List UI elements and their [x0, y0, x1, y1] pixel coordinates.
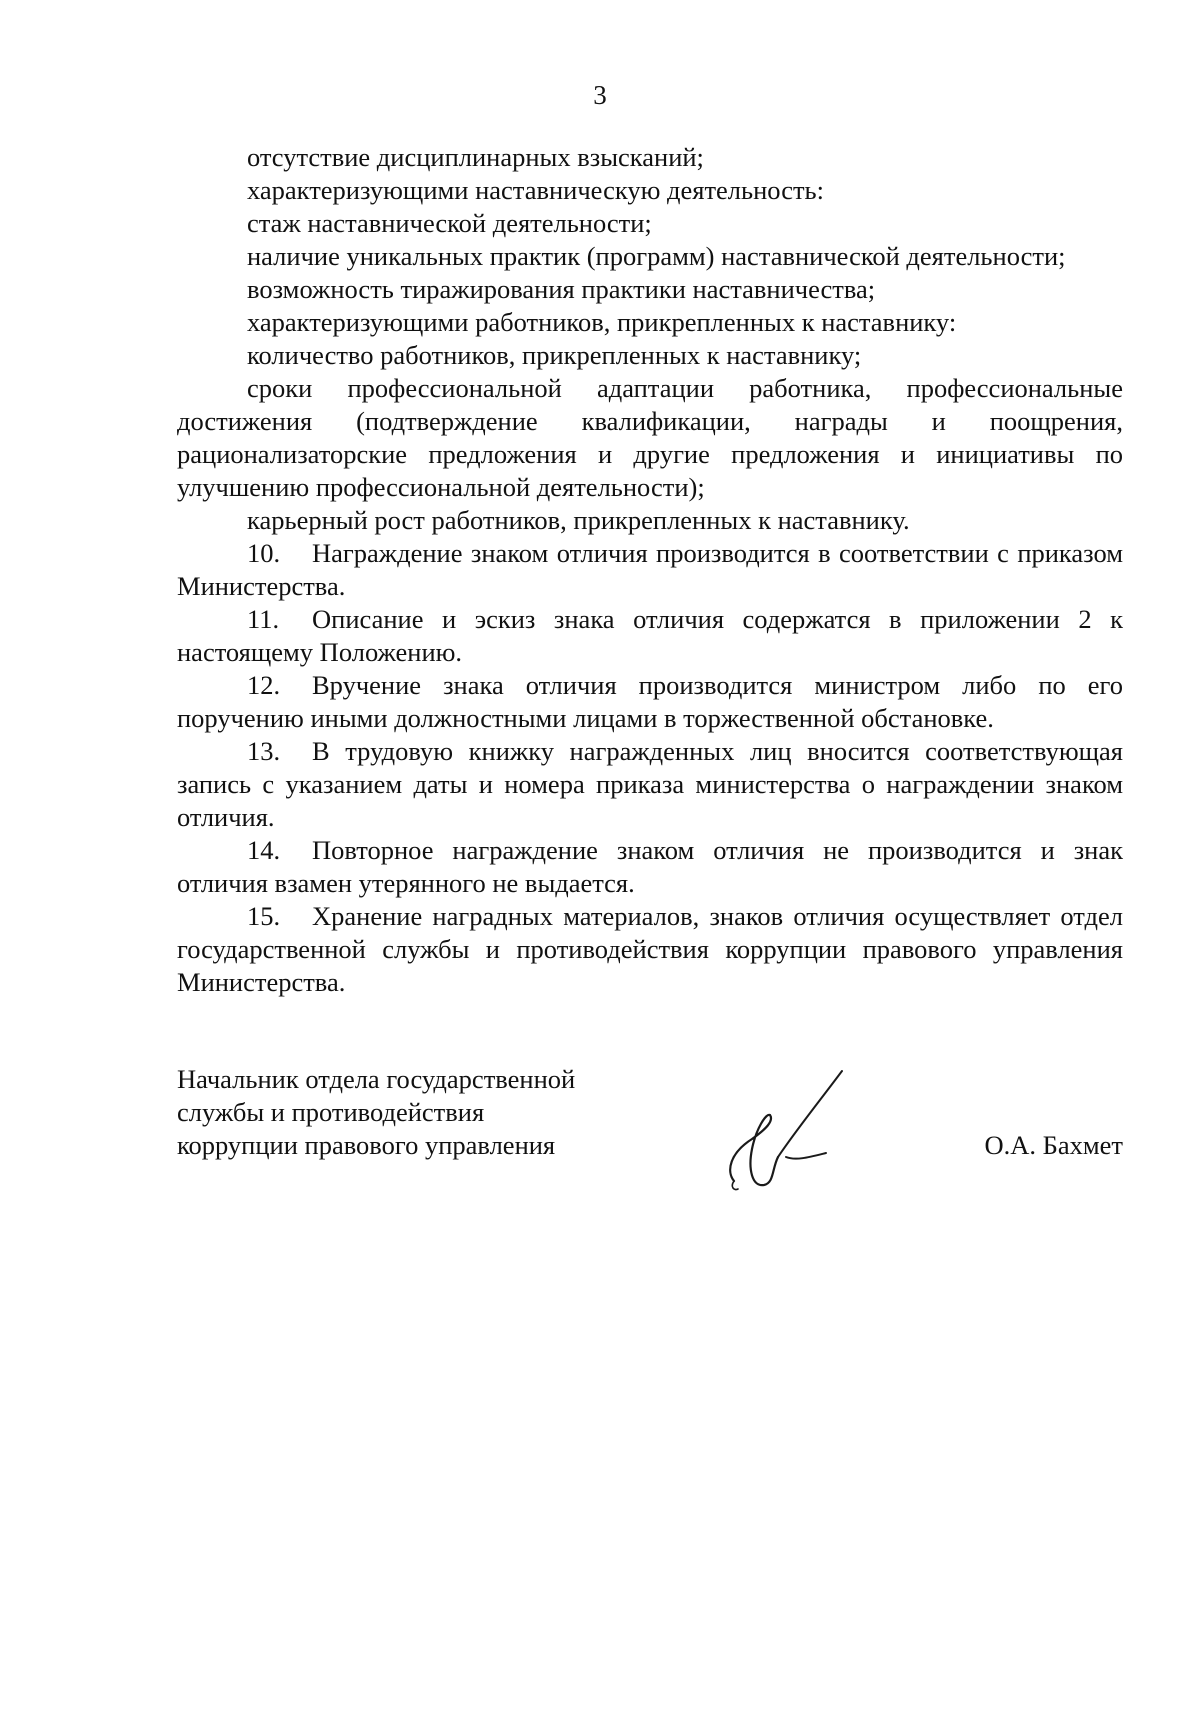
- paragraph-text: стаж наставнической деятельности;: [247, 208, 652, 238]
- paragraph: [177, 372, 1123, 504]
- numbered-paragraph-11: [177, 603, 1123, 669]
- paragraph-text: характеризующими работников, прикрепленных к наставнику:: [247, 307, 957, 337]
- paragraph-text: наличие уникальных практик (программ) наставнической деятельности;: [247, 241, 1066, 271]
- signatory-title: [177, 1063, 637, 1162]
- paragraph-text: количество работников, прикрепленных к наставнику;: [247, 340, 862, 370]
- paragraph-number: 13.: [247, 736, 281, 766]
- paragraph-number: 15.: [247, 901, 281, 931]
- paragraph-text: сроки профессиональной адаптации работника, профессиональные достижения (подтверждение квалификации, награды и поощрения, рационализаторские предложения и другие предложения и инициативы по улучшению профессиональной деятельности);: [177, 373, 1123, 502]
- paragraph-text: возможность тиражирования практики наставничества;: [247, 274, 876, 304]
- paragraph: [177, 174, 1123, 207]
- numbered-paragraph-15: [177, 900, 1123, 999]
- paragraph-text: отсутствие дисциплинарных взысканий;: [247, 142, 704, 172]
- signatory-title-line: службы и противодействия: [177, 1097, 485, 1127]
- signatory-title-line: Начальник отдела государственной: [177, 1064, 576, 1094]
- signature-block: [177, 1063, 1123, 1203]
- paragraph: [177, 339, 1123, 372]
- paragraph-text: характеризующими наставническую деятельность:: [247, 175, 824, 205]
- paragraph-number: 12.: [247, 670, 281, 700]
- paragraph-text: Награждение знаком отличия производится в соответствии с приказом Министерства.: [177, 538, 1123, 601]
- paragraph-text: В трудовую книжку награжденных лиц вносится соответствующая запись с указанием даты и номера приказа министерства о награждении знаком отличия.: [177, 736, 1123, 832]
- paragraph: [177, 306, 1123, 339]
- paragraph: [177, 141, 1123, 174]
- paragraph-number: 14.: [247, 835, 281, 865]
- handwritten-signature: [712, 1063, 852, 1203]
- paragraph: [177, 207, 1123, 240]
- paragraph: [177, 504, 1123, 537]
- paragraph-text: Хранение наградных материалов, знаков отличия осуществляет отдел государственной службы и противодействия коррупции правового управления Министерства.: [177, 901, 1123, 997]
- signatory-title-line: коррупции правового управления: [177, 1130, 556, 1160]
- paragraph-text: Вручение знака отличия производится министром либо по его поручению иными должностными лицами в торжественной обстановке.: [177, 670, 1123, 733]
- numbered-paragraph-13: [177, 735, 1123, 834]
- numbered-paragraph-14: [177, 834, 1123, 900]
- signatory-name: О.А. Бахмет: [984, 1130, 1123, 1160]
- numbered-paragraph-12: [177, 669, 1123, 735]
- paragraph-number: 11.: [247, 604, 280, 634]
- page-number: 3: [593, 80, 607, 110]
- paragraph-text: карьерный рост работников, прикрепленных к наставнику.: [247, 505, 910, 535]
- document-body: [177, 141, 1123, 999]
- paragraph-number: 10.: [247, 538, 281, 568]
- paragraph: [177, 273, 1123, 306]
- paragraph-text: Повторное награждение знаком отличия не производится и знак отличия взамен утерянного не выдается.: [177, 835, 1123, 898]
- paragraph-text: Описание и эскиз знака отличия содержатся в приложении 2 к настоящему Положению.: [177, 604, 1123, 667]
- paragraph: [177, 240, 1123, 273]
- numbered-paragraph-10: [177, 537, 1123, 603]
